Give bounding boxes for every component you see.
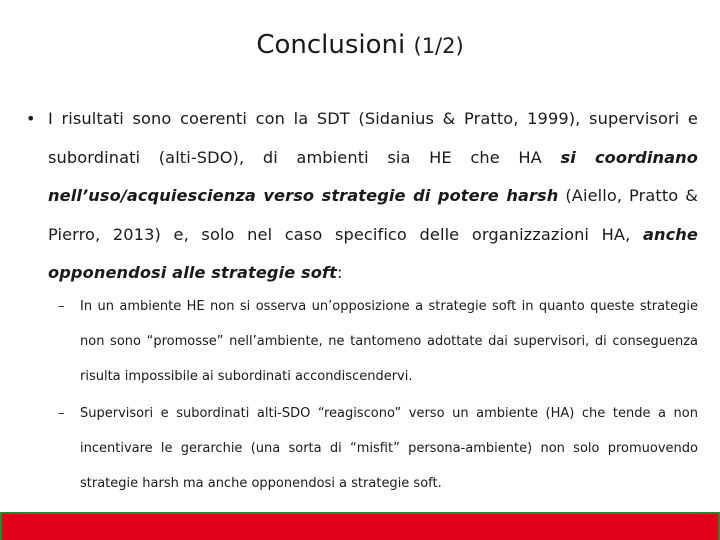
slide-title-part: (1/2) — [413, 34, 464, 58]
main-bullet-part-3: (Aiello, Pratto & Pierro, 2013) e, solo nel caso specifico delle organizzazioni HA, — [48, 186, 698, 244]
main-bullet-part-1: I risultati sono coerenti con la SDT (Sidanius & Pratto, 1999), supervisori e subordinati (alti-SDO), di ambienti sia HE che HA — [48, 109, 698, 167]
bullet-marker: • — [26, 109, 36, 128]
slide-title-text: Conclusioni — [256, 30, 406, 60]
sub-bullet-marker: – — [58, 406, 65, 421]
main-bullet-text — [48, 100, 698, 293]
slide-title — [0, 28, 720, 63]
main-bullet-part-5: : — [337, 263, 343, 282]
main-bullet-emphasis-2: anche opponendosi alle strategie soft — [48, 224, 698, 282]
sub-bullet-text: Supervisori e subordinati alti-SDO “reagiscono” verso un ambiente (HA) che tende a non incentivare le gerarchie (una sorta di “misfit” persona-ambiente) non solo promuovendo strategie harsh ma anche opponendosi a strategie soft. — [80, 406, 698, 491]
sub-bullet-list — [58, 289, 698, 503]
sub-bullet-1 — [58, 289, 698, 394]
sub-bullet-2 — [58, 396, 698, 501]
sub-bullet-text: In un ambiente HE non si osserva un’opposizione a strategie soft in quanto queste strategie non sono “promosse” nell’ambiente, ne tantomeno adottate dai supervisori, di conseguenza risulta impossibile ai subordinati accondiscendervi. — [80, 299, 698, 384]
sub-bullet-marker: – — [58, 299, 65, 314]
main-bullet-emphasis-1: si coordinano nell’uso/acquiescienza verso strategie di potere harsh — [48, 147, 698, 205]
footer-bar — [0, 512, 720, 540]
main-bullet — [26, 100, 698, 293]
